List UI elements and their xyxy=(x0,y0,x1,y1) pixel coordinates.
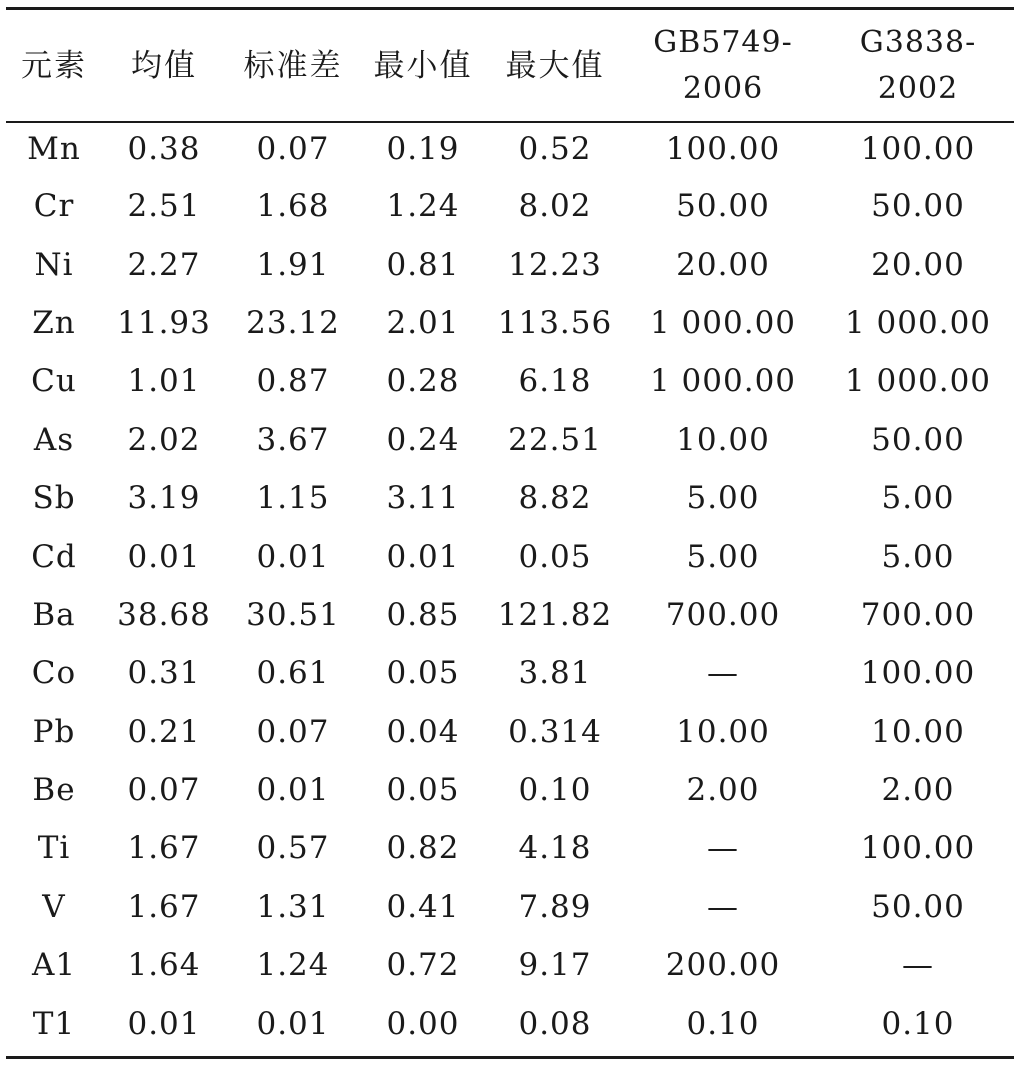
cell-g3838-2002: 0.10 xyxy=(881,1005,955,1042)
cell-gb5749-2006: 20.00 xyxy=(676,246,770,283)
cell-gb5749-2006: — xyxy=(707,888,739,925)
cell-gb5749-2006: 100.00 xyxy=(665,131,781,167)
table-row xyxy=(6,819,1014,877)
cell-std-dev: 0.61 xyxy=(256,655,330,692)
cell-g3838-2002: 20.00 xyxy=(871,246,965,283)
cell-min: 1.24 xyxy=(386,188,460,225)
cell-element: Ba xyxy=(32,596,76,633)
cell-g3838-2002: 50.00 xyxy=(871,888,965,925)
cell-min: 0.24 xyxy=(386,421,460,458)
cell-max: 113.56 xyxy=(497,304,613,341)
cell-mean: 0.07 xyxy=(127,772,201,809)
cell-mean: 38.68 xyxy=(117,596,211,633)
table-header xyxy=(6,10,1014,121)
cell-mean: 3.19 xyxy=(127,480,201,517)
cell-min: 0.01 xyxy=(386,538,460,575)
table-row xyxy=(6,936,1014,994)
cell-element: Ni xyxy=(34,246,74,283)
cell-mean: 0.01 xyxy=(127,538,201,575)
cell-max: 9.17 xyxy=(518,947,592,984)
cell-element: Mn xyxy=(27,131,81,167)
table-row xyxy=(6,294,1014,352)
cell-std-dev: 0.01 xyxy=(256,538,330,575)
cell-gb5749-2006: 200.00 xyxy=(665,947,781,984)
table-row xyxy=(6,878,1014,936)
cell-mean: 1.67 xyxy=(127,888,201,925)
cell-min: 0.05 xyxy=(386,772,460,809)
cell-gb5749-2006: 700.00 xyxy=(665,596,781,633)
cell-g3838-2002: 700.00 xyxy=(860,596,976,633)
cell-element: Pb xyxy=(32,713,76,750)
cell-mean: 0.21 xyxy=(127,713,201,750)
cell-element: Sb xyxy=(32,480,76,517)
cell-gb5749-2006: 5.00 xyxy=(686,538,760,575)
cell-std-dev: 0.01 xyxy=(256,1005,330,1042)
cell-min: 2.01 xyxy=(386,304,460,341)
header-max: 最大值 xyxy=(505,47,605,84)
table-body xyxy=(6,121,1014,1053)
header-g3838-2002: G3838- 2002 xyxy=(859,24,977,106)
cell-g3838-2002: 1 000.00 xyxy=(844,304,992,341)
header-mean: 均值 xyxy=(131,47,197,84)
cell-max: 6.18 xyxy=(518,363,592,400)
cell-mean: 1.67 xyxy=(127,830,201,867)
cell-min: 0.00 xyxy=(386,1005,460,1042)
cell-gb5749-2006: 5.00 xyxy=(686,480,760,517)
cell-g3838-2002: 50.00 xyxy=(871,421,965,458)
cell-mean: 2.02 xyxy=(127,421,201,458)
cell-gb5749-2006: — xyxy=(707,655,739,692)
table-row xyxy=(6,703,1014,761)
cell-g3838-2002: 2.00 xyxy=(881,772,955,809)
cell-max: 4.18 xyxy=(518,830,592,867)
table-row xyxy=(6,644,1014,702)
cell-std-dev: 0.07 xyxy=(256,131,330,167)
cell-mean: 2.27 xyxy=(127,246,201,283)
cell-min: 0.05 xyxy=(386,655,460,692)
table-row xyxy=(6,177,1014,235)
cell-gb5749-2006: 2.00 xyxy=(686,772,760,809)
cell-gb5749-2006: 0.10 xyxy=(686,1005,760,1042)
cell-min: 0.28 xyxy=(386,363,460,400)
cell-min: 3.11 xyxy=(386,480,460,517)
table-row xyxy=(6,527,1014,585)
table-row xyxy=(6,352,1014,410)
cell-mean: 1.01 xyxy=(127,363,201,400)
header-element: 元素 xyxy=(21,47,87,84)
table-row xyxy=(6,994,1014,1052)
cell-std-dev: 3.67 xyxy=(256,421,330,458)
cell-mean: 0.31 xyxy=(127,655,201,692)
cell-std-dev: 0.01 xyxy=(256,772,330,809)
cell-g3838-2002: 1 000.00 xyxy=(844,363,992,400)
cell-std-dev: 1.91 xyxy=(256,246,330,283)
cell-element: T1 xyxy=(32,1005,76,1042)
cell-std-dev: 23.12 xyxy=(246,304,340,341)
cell-element: Zn xyxy=(32,304,76,341)
cell-max: 7.89 xyxy=(518,888,592,925)
cell-g3838-2002: 100.00 xyxy=(860,655,976,692)
table-row xyxy=(6,586,1014,644)
cell-mean: 1.64 xyxy=(127,947,201,984)
cell-g3838-2002: 5.00 xyxy=(881,538,955,575)
table-bottom-rule xyxy=(6,1056,1014,1059)
cell-std-dev: 1.24 xyxy=(256,947,330,984)
cell-gb5749-2006: 1 000.00 xyxy=(649,363,797,400)
cell-gb5749-2006: 50.00 xyxy=(676,188,770,225)
cell-g3838-2002: 100.00 xyxy=(860,131,976,167)
cell-g3838-2002: 50.00 xyxy=(871,188,965,225)
cell-max: 0.08 xyxy=(518,1005,592,1042)
cell-element: As xyxy=(33,421,75,458)
cell-mean: 0.38 xyxy=(127,131,201,167)
table-row xyxy=(6,469,1014,527)
cell-element: Cu xyxy=(31,363,77,400)
cell-max: 0.52 xyxy=(518,131,592,167)
cell-max: 22.51 xyxy=(508,421,602,458)
cell-max: 121.82 xyxy=(497,596,613,633)
cell-std-dev: 0.07 xyxy=(256,713,330,750)
cell-element: Co xyxy=(31,655,77,692)
cell-g3838-2002: 100.00 xyxy=(860,830,976,867)
cell-max: 0.05 xyxy=(518,538,592,575)
cell-min: 0.72 xyxy=(386,947,460,984)
cell-max: 0.10 xyxy=(518,772,592,809)
cell-g3838-2002: 5.00 xyxy=(881,480,955,517)
cell-gb5749-2006: 10.00 xyxy=(676,713,770,750)
cell-mean: 0.01 xyxy=(127,1005,201,1042)
table-row xyxy=(6,121,1014,177)
header-gb5749-2006: GB5749- 2006 xyxy=(653,24,793,106)
cell-element: Ti xyxy=(37,830,71,867)
table-row xyxy=(6,411,1014,469)
cell-max: 8.02 xyxy=(518,188,592,225)
cell-min: 0.81 xyxy=(386,246,460,283)
cell-g3838-2002: — xyxy=(902,947,934,984)
cell-mean: 2.51 xyxy=(127,188,201,225)
cell-element: Cr xyxy=(33,188,75,225)
cell-element: V xyxy=(42,888,66,925)
cell-min: 0.82 xyxy=(386,830,460,867)
cell-g3838-2002: 10.00 xyxy=(871,713,965,750)
cell-min: 0.85 xyxy=(386,596,460,633)
cell-min: 0.41 xyxy=(386,888,460,925)
element-statistics-table xyxy=(6,10,1014,1053)
cell-std-dev: 0.57 xyxy=(256,830,330,867)
table-row xyxy=(6,235,1014,293)
cell-std-dev: 1.68 xyxy=(256,188,330,225)
cell-max: 0.314 xyxy=(508,713,602,750)
cell-std-dev: 1.31 xyxy=(256,888,330,925)
cell-min: 0.19 xyxy=(386,131,460,167)
cell-gb5749-2006: 1 000.00 xyxy=(649,304,797,341)
cell-max: 12.23 xyxy=(508,246,602,283)
cell-max: 3.81 xyxy=(518,655,592,692)
cell-element: A1 xyxy=(31,947,77,984)
cell-std-dev: 1.15 xyxy=(256,480,330,517)
table-row xyxy=(6,761,1014,819)
cell-max: 8.82 xyxy=(518,480,592,517)
cell-gb5749-2006: 10.00 xyxy=(676,421,770,458)
cell-mean: 11.93 xyxy=(117,304,211,341)
header-row xyxy=(6,10,1014,121)
header-min: 最小值 xyxy=(373,47,473,84)
cell-element: Cd xyxy=(31,538,77,575)
cell-gb5749-2006: — xyxy=(707,830,739,867)
header-std-dev: 标准差 xyxy=(243,47,343,84)
cell-element: Be xyxy=(32,772,76,809)
cell-std-dev: 30.51 xyxy=(246,596,340,633)
cell-min: 0.04 xyxy=(386,713,460,750)
cell-std-dev: 0.87 xyxy=(256,363,330,400)
